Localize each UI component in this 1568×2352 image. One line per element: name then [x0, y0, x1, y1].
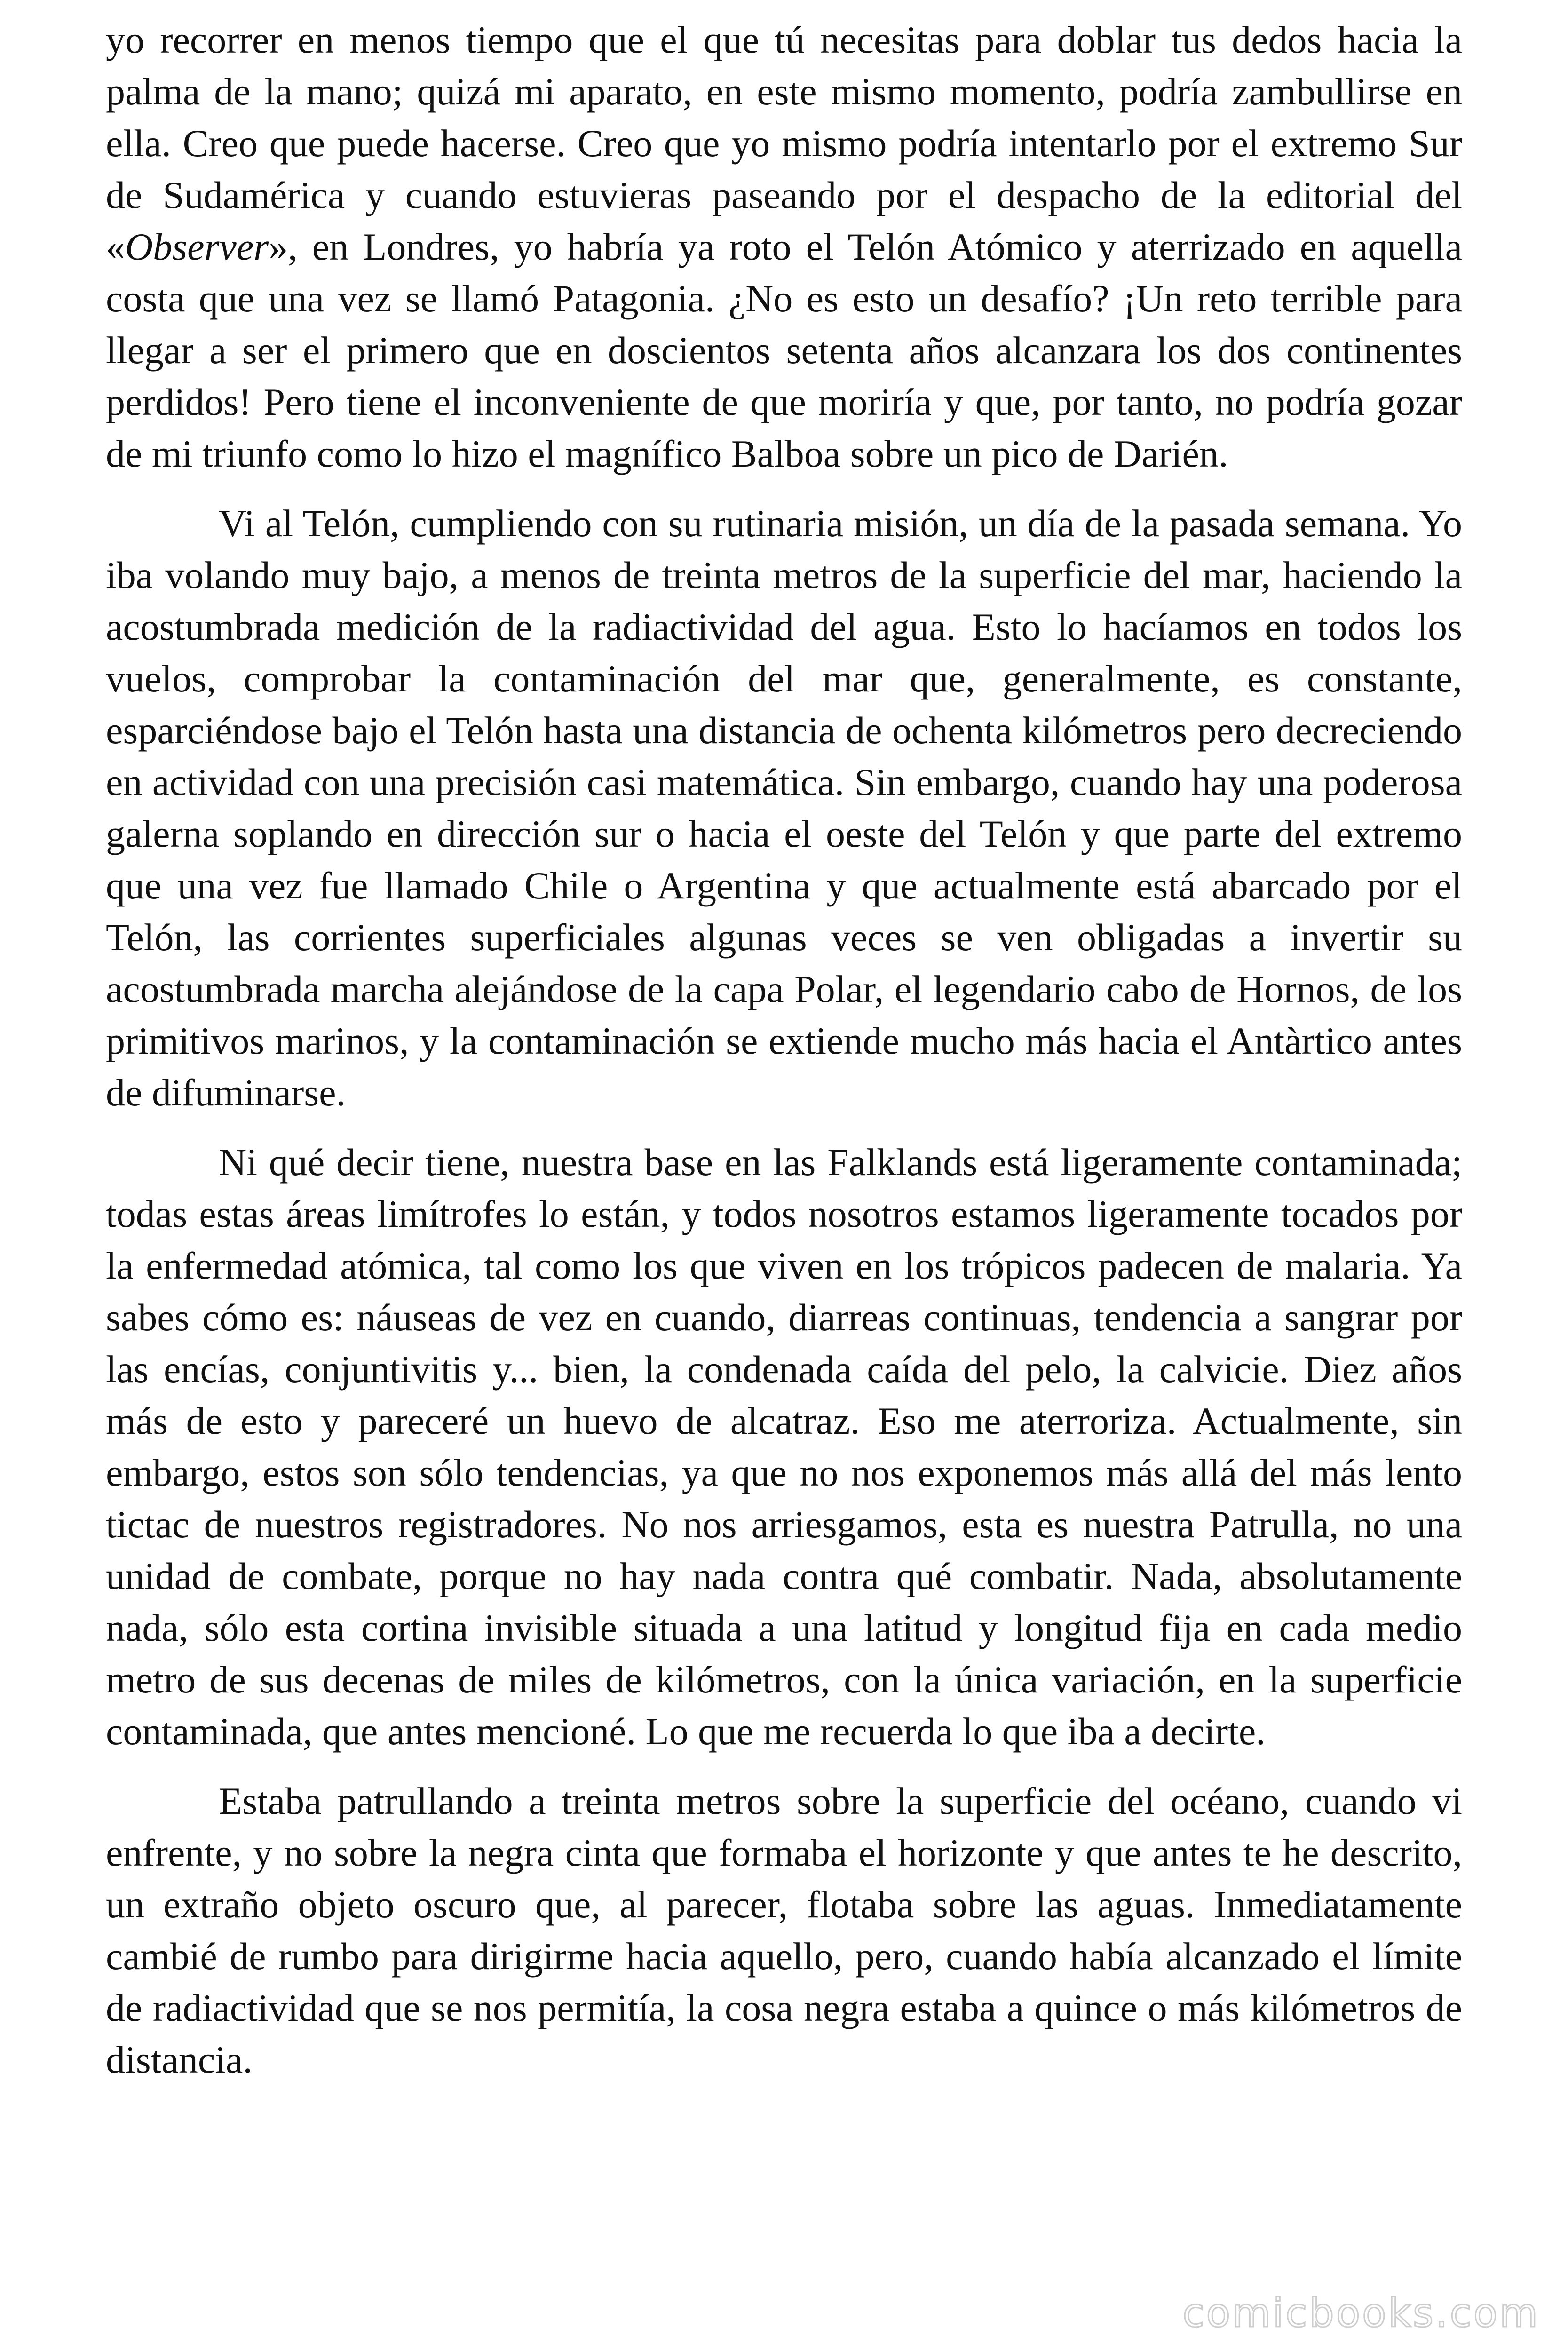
watermark: comicbooks.com: [1182, 2290, 1540, 2336]
paragraph-1: [106, 14, 1462, 480]
paragraph-3-text: Ni qué decir tiene, nuestra base en las Falklands está ligeramente contaminada; todas estas áreas limítrofes lo están, y todos nosotros estamos ligeramente tocados por la enfermedad atómica, tal como los que viven en los trópicos padecen de malaria. Ya sabes cómo es: náuseas de vez en cuando, diarreas continuas, tendencia a sangrar por las encías, conjuntivitis y... bien, la condenada caída del pelo, la calvicie. Diez años más de esto y pareceré un huevo de alcatraz. Eso me aterroriza. Actualmente, sin embargo, estos son sólo tendencias, ya que no nos exponemos más allá del más lento tictac de nuestros registradores. No nos arriesgamos, esta es nuestra Patrulla, no una unidad de combate, porque no hay nada contra qué combatir. Nada, absolutamente nada, sólo esta cortina invisible situada a una latitud y longitud fija en cada medio metro de sus decenas de miles de kilómetros, con la única variación, en la superficie contaminada, que antes mencioné. Lo que me recuerda lo que iba a decirte.: [106, 1141, 1462, 1753]
paragraph-4: [106, 1775, 1462, 2086]
paragraph-2: [106, 498, 1462, 1119]
paragraph-1-text-a: yo recorrer en menos tiempo que el que tú necesitas para doblar tus dedos hacia la palma de la mano; quizá mi aparato, en este mismo momento, podría zambullirse en ella. Creo que puede hacerse. Creo que yo mismo podría intentarlo por el extremo Sur de Sudamérica y cuando estuvieras paseando por el despacho de la editorial del «: [106, 18, 1462, 268]
paragraph-1-italic-title: Observer: [125, 225, 269, 268]
paragraph-2-text: Vi al Telón, cumpliendo con su rutinaria misión, un día de la pasada semana. Yo iba volando muy bajo, a menos de treinta metros de la superficie del mar, haciendo la acostumbrada medición de la radiactividad del agua. Esto lo hacíamos en todos los vuelos, comprobar la contaminación del mar que, generalmente, es constante, esparciéndose bajo el Telón hasta una distancia de ochenta kilómetros pero decreciendo en actividad con una precisión casi matemática. Sin embargo, cuando hay una poderosa galerna soplando en dirección sur o hacia el oeste del Telón y que parte del extremo que una vez fue llamado Chile o Argentina y que actualmente está abarcado por el Telón, las corrientes superficiales algunas veces se ven obligadas a invertir su acostumbrada marcha alejándose de la capa Polar, el legendario cabo de Hornos, de los primitivos marinos, y la contaminación se extiende mucho más hacia el Antàrtico antes de difuminarse.: [106, 502, 1462, 1114]
paragraph-1-text-b: », en Londres, yo habría ya roto el Telón Atómico y aterrizado en aquella costa que una vez se llamó Patagonia. ¿No es esto un desafío? ¡Un reto terrible para llegar a ser el primero que en doscientos setenta años alcanzara los dos continentes perdidos! Pero tiene el inconveniente de que moriría y que, por tanto, no podría gozar de mi triunfo como lo hizo el magnífico Balboa sobre un pico de Darién.: [106, 225, 1462, 475]
paragraph-3: [106, 1136, 1462, 1757]
paragraph-4-text: Estaba patrullando a treinta metros sobre la superficie del océano, cuando vi enfrente, y no sobre la negra cinta que formaba el horizonte y que antes te he descrito, un extraño objeto oscuro que, al parecer, flotaba sobre las aguas. Inmediatamente cambié de rumbo para dirigirme hacia aquello, pero, cuando había alcanzado el límite de radiactividad que se nos permitía, la cosa negra estaba a quince o más kilómetros de distancia.: [106, 1780, 1462, 2081]
document-page: [106, 14, 1462, 2086]
